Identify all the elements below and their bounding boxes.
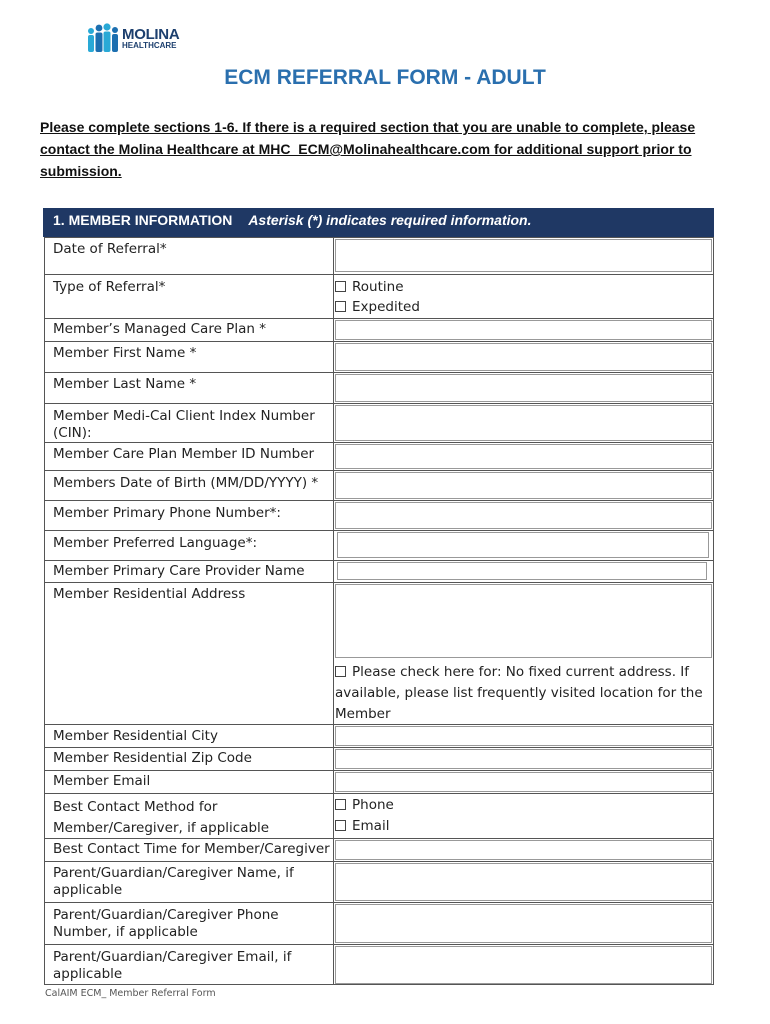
- section-number: 1.: [53, 212, 65, 228]
- label-dob: Members Date of Birth (MM/DD/YYYY) *: [53, 475, 319, 491]
- checkbox-icon[interactable]: [335, 301, 346, 312]
- pcp-name-input[interactable]: [337, 562, 707, 580]
- label-email: Member Email: [53, 773, 151, 789]
- guardian-phone-input[interactable]: [335, 904, 712, 943]
- routine-option[interactable]: [335, 279, 404, 296]
- no-fixed-address-label: Please check here for: No fixed current address. If available, please list frequently visited location for the Member: [335, 664, 703, 722]
- row-divider: [44, 442, 714, 443]
- intro-instructions: Please complete sections 1-6. If there is a required section that you are unable to complete, please contact the Molina Healthcare at MHC_ECM@Molinahealthcare.com for additional support prior to submission.: [40, 119, 696, 179]
- cin-input[interactable]: [335, 405, 712, 441]
- row-divider: [44, 470, 714, 471]
- label-guardian-email: Parent/Guardian/Caregiver Email, if applicable: [53, 949, 292, 982]
- last-name-input[interactable]: [335, 374, 712, 402]
- molina-logo: [86, 20, 196, 56]
- page-title: ECM REFERRAL FORM - ADULT: [224, 66, 546, 89]
- email-option-label: Email: [352, 818, 390, 834]
- row-divider: [44, 318, 714, 319]
- label-zip: Member Residential Zip Code: [53, 750, 252, 766]
- section-note: Asterisk (*) indicates required information.: [248, 212, 532, 228]
- label-date-of-referral: Date of Referral*: [53, 241, 167, 257]
- checkbox-icon[interactable]: [335, 281, 346, 292]
- checkbox-icon[interactable]: [335, 820, 346, 831]
- row-divider: [44, 902, 714, 903]
- row-divider: [44, 944, 714, 945]
- label-city: Member Residential City: [53, 728, 218, 744]
- row-divider: [44, 793, 714, 794]
- routine-label: Routine: [352, 279, 404, 295]
- label-language: Member Preferred Language*:: [53, 535, 257, 551]
- row-divider: [44, 560, 714, 561]
- label-phone: Member Primary Phone Number*:: [53, 505, 281, 521]
- expedited-option[interactable]: [335, 299, 420, 316]
- label-guardian-name: Parent/Guardian/Caregiver Name, if applicable: [53, 865, 294, 898]
- phone-option[interactable]: [335, 797, 394, 814]
- row-divider: [44, 582, 714, 583]
- label-contact-method: Best Contact Method for Member/Caregiver, if applicable: [53, 799, 270, 836]
- label-cin: Member Medi-Cal Client Index Number (CIN):: [53, 408, 315, 441]
- expedited-label: Expedited: [352, 299, 420, 315]
- label-type-of-referral: Type of Referral*: [53, 279, 166, 295]
- checkbox-icon[interactable]: [335, 799, 346, 810]
- phone-label: Phone: [352, 797, 394, 813]
- dob-input[interactable]: [335, 472, 712, 499]
- row-divider: [44, 861, 714, 862]
- label-pcp-name: Member Primary Care Provider Name: [53, 563, 305, 579]
- people-logo-icon: [86, 22, 120, 54]
- row-divider: [44, 341, 714, 342]
- checkbox-icon[interactable]: [335, 666, 346, 677]
- date-of-referral-input[interactable]: [335, 239, 712, 272]
- email-option[interactable]: [335, 818, 389, 835]
- logo-subtitle: HEALTHCARE: [122, 41, 177, 50]
- footer-text: CalAIM ECM_ Member Referral Form: [45, 988, 216, 999]
- contact-time-input[interactable]: [335, 840, 712, 860]
- no-fixed-address-option[interactable]: [335, 662, 710, 725]
- section-1-header: [43, 208, 714, 237]
- city-input[interactable]: [335, 726, 712, 746]
- row-divider: [44, 770, 714, 771]
- label-managed-care-plan: Member’s Managed Care Plan *: [53, 321, 266, 337]
- row-divider: [44, 747, 714, 748]
- label-first-name: Member First Name *: [53, 345, 197, 361]
- row-divider: [44, 500, 714, 501]
- row-divider: [44, 274, 714, 275]
- language-input[interactable]: [337, 532, 709, 558]
- email-input[interactable]: [335, 772, 712, 792]
- managed-care-plan-input[interactable]: [335, 320, 712, 340]
- label-care-plan-id: Member Care Plan Member ID Number: [53, 446, 315, 462]
- section-title: MEMBER INFORMATION: [68, 212, 233, 228]
- guardian-email-input[interactable]: [335, 946, 712, 984]
- label-address: Member Residential Address: [53, 586, 246, 602]
- row-divider: [44, 372, 714, 373]
- care-plan-id-input[interactable]: [335, 444, 712, 469]
- phone-input[interactable]: [335, 502, 712, 529]
- logo-wordmark: MOLINA: [122, 26, 180, 43]
- column-divider: [333, 237, 334, 985]
- first-name-input[interactable]: [335, 343, 712, 371]
- zip-input[interactable]: [335, 749, 712, 769]
- label-guardian-phone: Parent/Guardian/Caregiver Phone Number, if applicable: [53, 907, 279, 940]
- address-input[interactable]: [335, 584, 712, 658]
- guardian-name-input[interactable]: [335, 863, 712, 901]
- label-last-name: Member Last Name *: [53, 376, 197, 392]
- label-contact-time: Best Contact Time for Member/Caregiver: [53, 841, 330, 857]
- row-divider: [44, 530, 714, 531]
- row-divider: [44, 403, 714, 404]
